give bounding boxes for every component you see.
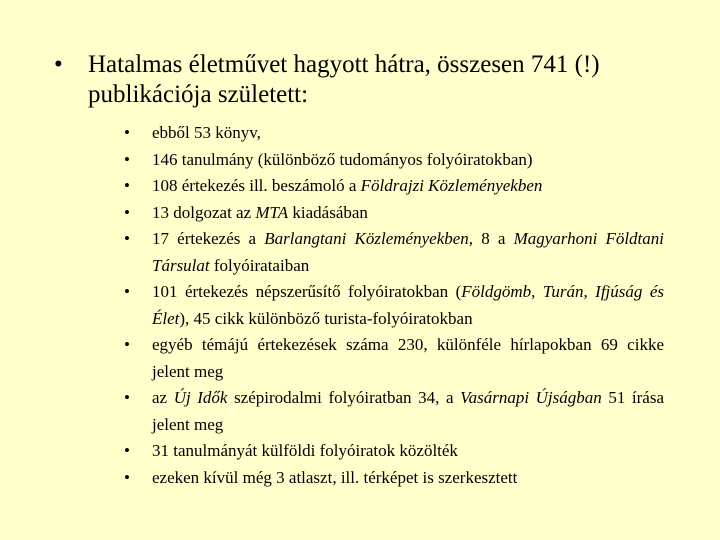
list-item-text	[152, 120, 664, 147]
list-item	[124, 226, 664, 279]
text-segment: ebből 53 könyv,	[152, 123, 261, 142]
text-segment: egyéb témájú értekezések száma 230, különféle hírlapokban 69 cikke jelent meg	[152, 335, 664, 381]
list-item	[124, 438, 664, 465]
text-segment: 51 írása jelent meg	[152, 388, 665, 434]
main-bullet-marker: •	[54, 51, 63, 78]
list-item-text	[152, 465, 664, 492]
list-item-text	[152, 332, 664, 385]
list-item-text	[152, 173, 664, 200]
text-segment: az	[152, 388, 174, 407]
text-segment: ezeken kívül még 3 atlaszt, ill. térképet is szerkesztett	[152, 467, 518, 487]
text-segment: 101 értekezés népszerűsítő folyóiratokban (	[152, 282, 462, 301]
italic-title: Ifjúság és Élet	[152, 282, 665, 328]
italic-title: MTA	[255, 202, 289, 222]
italic-title: Földgömb	[461, 282, 532, 301]
list-item	[124, 385, 664, 438]
italic-title: Barlangtani Közleményekben	[264, 229, 469, 248]
text-segment: folyóirataiban	[209, 255, 310, 275]
text-segment: ), 45 cikk különböző turista-folyóiratokban	[179, 308, 473, 328]
text-segment: 13 dolgozat az	[152, 202, 256, 222]
italic-title: Új Idők	[173, 388, 228, 407]
list-item-text	[152, 226, 664, 279]
text-segment: 31 tanulmányát külföldi folyóiratok közölték	[152, 441, 458, 460]
list-item-text	[152, 385, 664, 438]
text-segment: szépirodalmi folyóiratban 34, a	[227, 388, 461, 407]
list-item	[124, 200, 664, 227]
italic-title: Vasárnapi Újságban	[460, 388, 602, 407]
list-item	[124, 279, 664, 332]
list-item-text	[152, 438, 664, 465]
italic-title: Magyarhoni Földtani Társulat	[152, 229, 665, 275]
text-segment: 17 értekezés a	[152, 229, 265, 248]
sub-bullet-list	[124, 120, 664, 491]
list-item-text	[152, 200, 664, 227]
list-item-text	[152, 279, 664, 332]
list-item	[124, 465, 664, 492]
bullet-marker: •	[124, 441, 130, 460]
text-segment: , 8 a	[468, 229, 514, 248]
list-item-text	[152, 147, 664, 174]
bullet-marker: •	[124, 335, 130, 354]
main-bullet	[54, 50, 694, 110]
text-segment: 108 értekezés ill. beszámoló a	[152, 176, 361, 195]
main-bullet-text: Hatalmas életművet hagyott hátra, összesen 741 (!) publikációja született:	[88, 51, 600, 108]
list-item	[124, 120, 664, 147]
bullet-marker: •	[124, 229, 130, 248]
bullet-marker: •	[124, 282, 130, 301]
text-segment: ,	[583, 282, 596, 301]
bullet-marker: •	[124, 467, 130, 487]
bullet-marker: •	[124, 202, 130, 222]
bullet-marker: •	[124, 123, 130, 142]
list-item	[124, 332, 664, 385]
list-item	[124, 147, 664, 174]
bullet-marker: •	[124, 176, 130, 195]
text-segment: ,	[531, 282, 543, 301]
list-item	[124, 173, 664, 200]
italic-title: Turán	[542, 282, 584, 301]
bullet-marker: •	[124, 388, 130, 407]
text-segment: 146 tanulmány (különböző tudományos folyóiratokban)	[152, 149, 533, 169]
text-segment: kiadásában	[288, 202, 368, 222]
italic-title: Földrajzi Közleményekben	[360, 176, 543, 195]
bullet-marker: •	[124, 149, 130, 169]
